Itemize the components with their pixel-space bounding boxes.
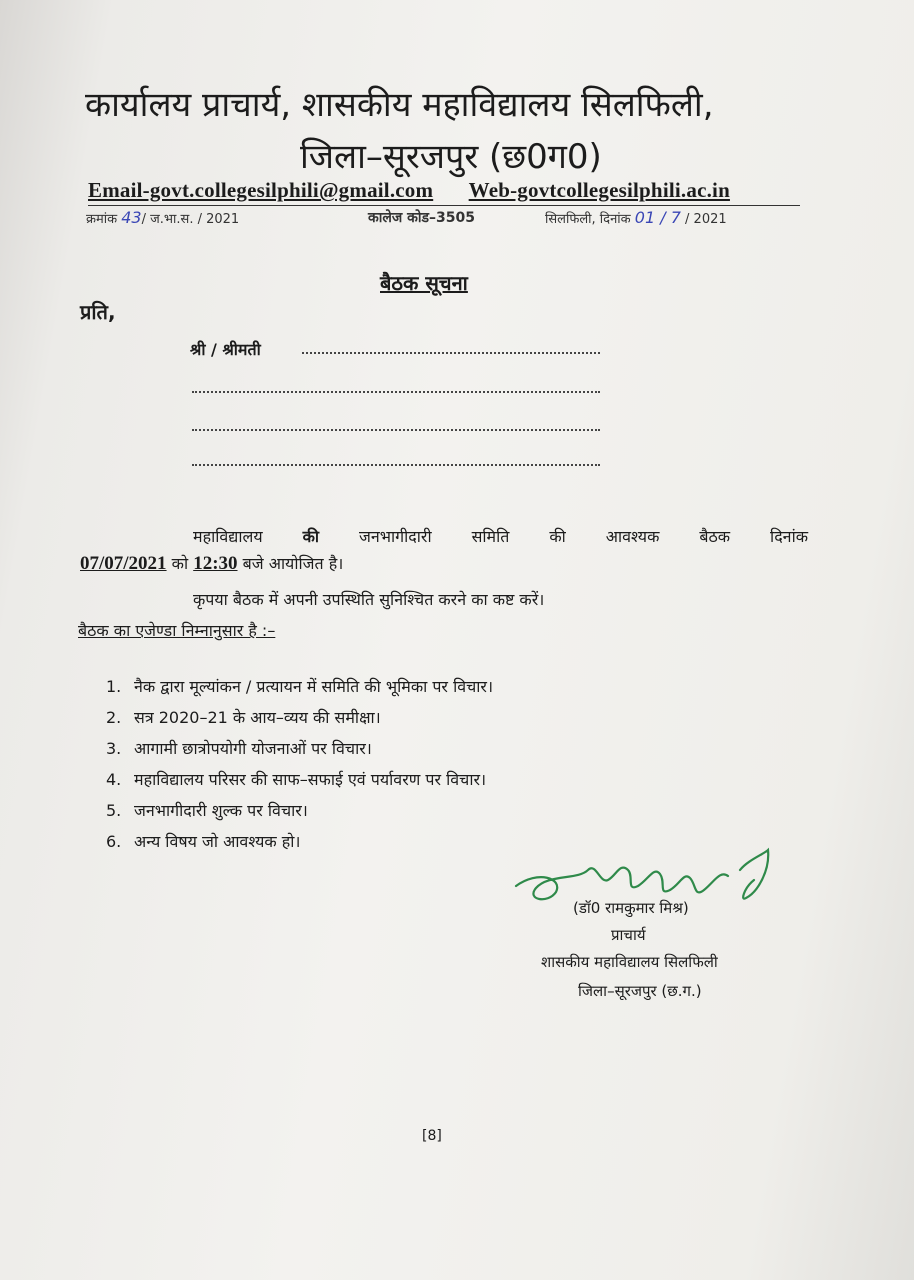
agenda-heading: बैठक का एजेण्डा निम्नानुसार है :– (78, 621, 276, 640)
letterhead-line2: जिला–सूरजपुर (छ0ग0) (300, 137, 602, 177)
signatory-college: शासकीय महाविद्यालय सिलफिली (541, 953, 718, 971)
list-item: 1. नैक द्वारा मूल्यांकन / प्रत्यायन में समिति की भूमिका पर विचार। (106, 677, 494, 696)
address-blank-line (192, 391, 600, 393)
page-number: [8] (422, 1128, 442, 1144)
email-text: Email-govt.collegesilphili@gmail.com (88, 178, 434, 202)
list-item: 2. सत्र 2020–21 के आय–व्यय की समीक्षा। (106, 708, 381, 727)
handwritten-date: 01 / 7 (634, 208, 681, 227)
meeting-paragraph-line2: 07/07/2021 को 12:30 बजे आयोजित है। (80, 553, 344, 574)
addressee-label: श्री / श्रीमती (190, 340, 261, 359)
address-blank-line (192, 429, 600, 431)
address-blank-line (192, 464, 600, 466)
signatory-designation: प्राचार्य (611, 926, 646, 944)
college-code: कालेज कोड–3505 (368, 210, 475, 226)
header-divider (88, 205, 800, 206)
letterhead-line1: कार्यालय प्राचार्य, शासकीय महाविद्यालय सिलफिली, (85, 85, 714, 125)
list-item: 3. आगामी छात्रोपयोगी योजनाओं पर विचार। (106, 739, 372, 758)
signatory-district: जिला–सूरजपुर (छ.ग.) (578, 982, 702, 1000)
list-item: 6. अन्य विषय जो आवश्यक हो। (106, 832, 301, 851)
agenda-list (106, 675, 493, 861)
reference-number: क्रमांक 43/ ज.भा.स. / 2021 (86, 208, 240, 227)
list-item: 5. जनभागीदारी शुल्क पर विचार। (106, 801, 308, 820)
notice-heading: बैठक सूचना (380, 271, 468, 295)
meeting-paragraph-line1: महाविद्यालय की जनभागीदारी समिति की आवश्यक बैठक दिनांक (193, 527, 808, 546)
to-label: प्रति, (80, 300, 116, 324)
contact-line (88, 178, 730, 203)
website-text: Web-govtcollegesilphili.ac.in (468, 178, 730, 202)
meeting-time: 12:30 (193, 553, 238, 574)
handwritten-ref-number: 43 (121, 208, 142, 227)
signatory-name: (डॉ0 रामकुमार मिश्र) (573, 899, 689, 917)
meeting-paragraph-line3: कृपया बैठक में अपनी उपस्थिति सुनिश्चित करने का कष्ट करें। (193, 590, 545, 609)
meeting-date: 07/07/2021 (80, 553, 167, 574)
list-item: 4. महाविद्यालय परिसर की साफ–सफाई एवं पर्यावरण पर विचार। (106, 770, 487, 789)
address-blank-line (302, 352, 600, 354)
letter-date: सिलफिली, दिनांक 01 / 7 / 2021 (545, 208, 727, 227)
